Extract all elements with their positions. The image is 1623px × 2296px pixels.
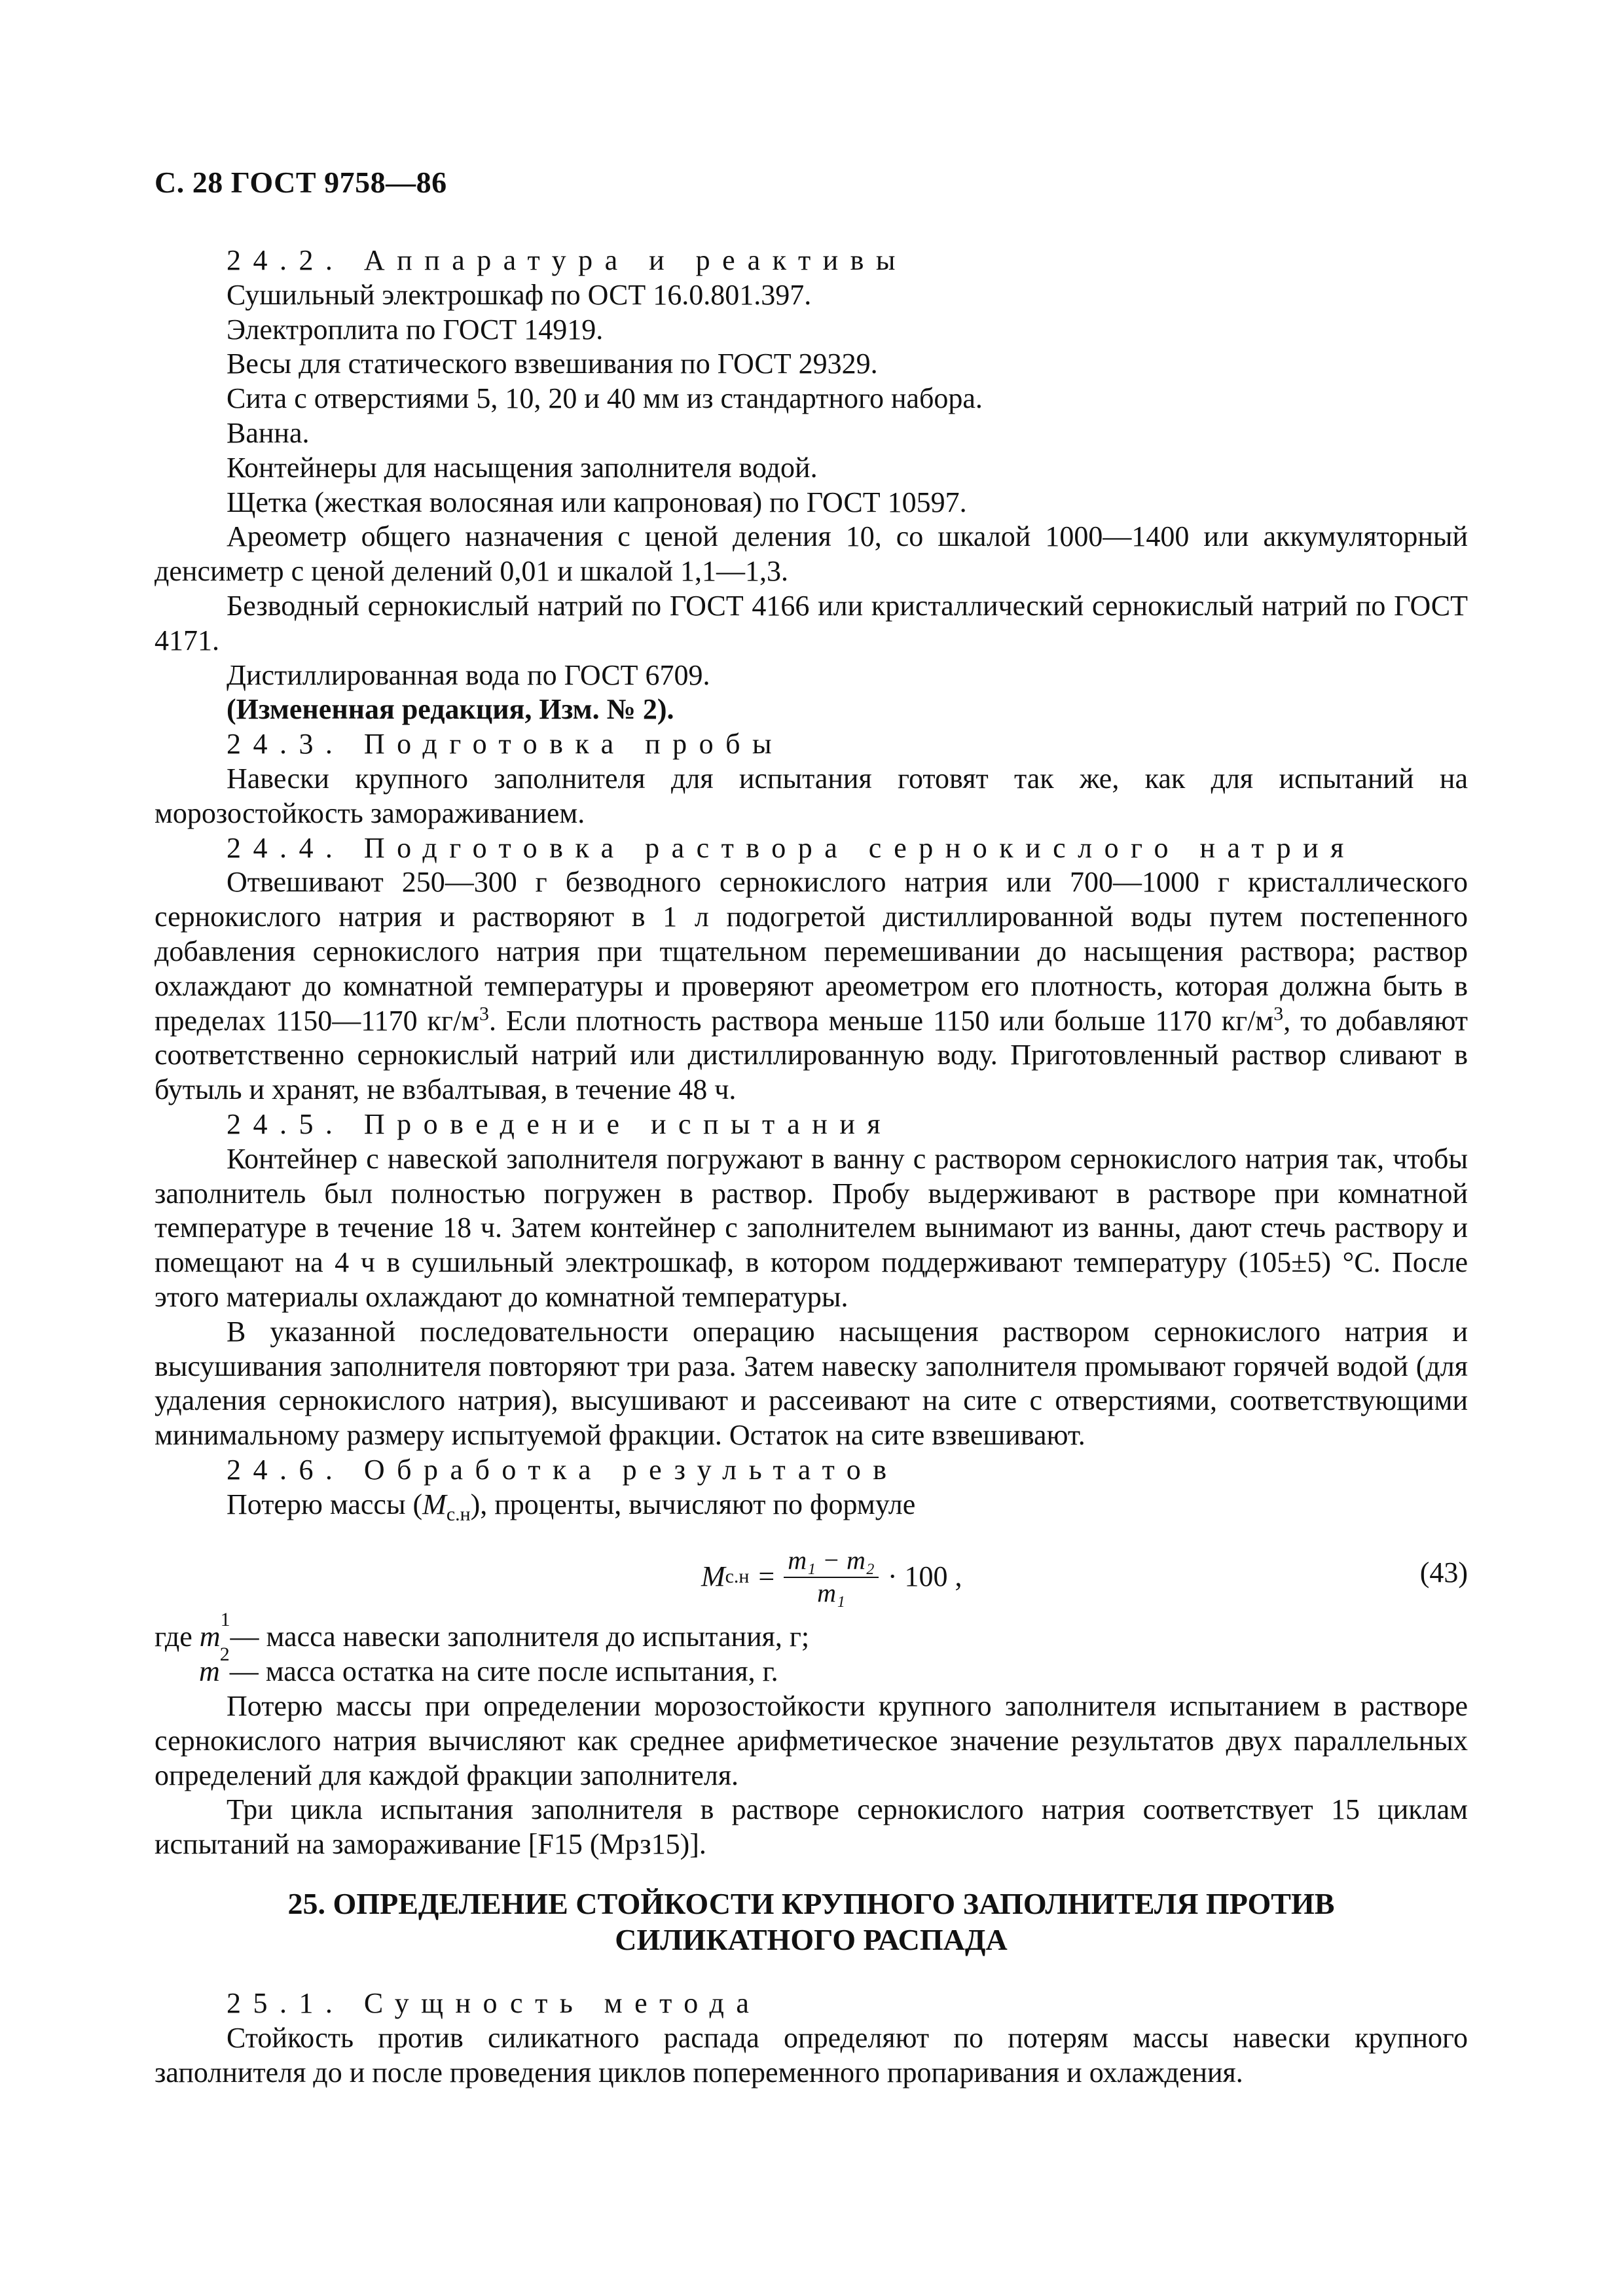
formula-legend	[155, 1609, 1468, 1689]
list-item: Сита с отверстиями 5, 10, 20 и 40 мм из стандартного набора.	[227, 382, 983, 415]
section-24-6-title: 24.6. Обработка результатов	[227, 1453, 899, 1486]
formula-numerator: m₁ − m₂	[784, 1545, 879, 1578]
equation-number: (43)	[1419, 1556, 1468, 1589]
amendment-note: (Измененная редакция, Изм. № 2).	[227, 693, 674, 726]
section-24-5-paragraph: Контейнер с навеской заполнителя погружают в ванну с раствором сернокислого натрия так, чтобы заполнитель был полностью погружен в раствор. Пробу выдерживают в растворе при комнатной температуре в течение 18 ч. Затем контейнер с заполнителем вынимают из ванны, дают стечь раствору и помещают на 4 ч в сушильный электрошкаф, в котором поддерживают температуру (105±5) °С. После этого материалы охлаждают до комнатной температуры.	[155, 1142, 1468, 1313]
list-item: Ареометр общего назначения с ценой деления 10, со шкалой 1000—1400 или аккумуляторный денсиметр с ценой делений 0,01 и шкалой 1,1—1,3.	[155, 520, 1468, 588]
list-item: Контейнеры для насыщения заполнителя водой.	[227, 451, 818, 484]
list-item: Электроплита по ГОСТ 14919.	[227, 313, 604, 346]
section-24-6-paragraph: Три цикла испытания заполнителя в растворе сернокислого натрия соответствует 15 циклам испытаний на замораживание [F15 (Мрз15)].	[155, 1793, 1468, 1861]
list-item: Сушильный электрошкаф по ОСТ 16.0.801.397.	[227, 278, 812, 311]
list-item: Дистиллированная вода по ГОСТ 6709.	[227, 658, 710, 691]
section-24-3-text: Навески крупного заполнителя для испытания готовят так же, как для испытаний на морозостойкость замораживанием.	[155, 762, 1468, 829]
formula-fraction	[784, 1545, 879, 1608]
formula-43	[155, 1522, 1468, 1620]
section-24-4-text: Отвешивают 250—300 г безводного сернокислого натрия или 700—1000 г кристаллического сернокислого натрия и растворяют в 1 л подогретой дистиллированной воды путем постепенного добавления сернокислого натрия при тщательном перемешивании до насыщения раствора; раствор охлаждают до комнатной температуры и проверяют ареометром его плотность, которая должна быть в пределах 1150—1170 $кг/м^3$. Если плотность раствора меньше 1150 или больше 1170 $кг/м^3$, то добавляют соответственно сернокислый натрий или дистиллированную воду. Приготовленный раствор сливают в бутыль и хранят, не взбалтывая, в течение 48 ч.	[155, 866, 1468, 1106]
legend-row: где m 1 — масса навески заполнителя до испытания, г;	[155, 1609, 810, 1653]
section-24-3-title: 24.3. Подготовка пробы	[227, 728, 784, 761]
formula-intro: Потерю массы $(M_{с.н})$, проценты, вычисляют по формуле	[227, 1488, 916, 1525]
list-item: Безводный сернокислый натрий по ГОСТ 4166 или кристаллический сернокислый натрий по ГОСТ 4171.	[155, 589, 1468, 656]
list-item: Ванна.	[227, 416, 310, 449]
section-24-5-paragraph: В указанной последовательности операцию насыщения раствором сернокислого натрия и высушивания заполнителя повторяют три раза. Затем навеску заполнителя промывают горячей водой (для удаления сернокислого натрия), высушивают и рассеивают на сите с отверстиями, соответствующими минимальному размеру испытуемой фракции. Остаток на сите взвешивают.	[155, 1315, 1468, 1452]
list-item: Щетка (жесткая волосяная или капроновая) по ГОСТ 10597.	[227, 486, 967, 518]
section-24-4-title: 24.4. Подготовка раствора сернокислого натрия	[227, 831, 1356, 864]
section-25-1-title: 25.1. Сущность метода	[227, 1987, 761, 2020]
section-25-title: 25. ОПРЕДЕЛЕНИЕ СТОЙКОСТИ КРУПНОГО ЗАПОЛНИТЕЛЯ ПРОТИВ СИЛИКАТНОГО РАСПАДА	[287, 1887, 1335, 1957]
page-header: С. 28 ГОСТ 9758—86	[155, 166, 447, 199]
section-24-5-title: 24.5. Проведение испытания	[227, 1107, 893, 1140]
list-item: Весы для статического взвешивания по ГОСТ 29329.	[227, 348, 878, 380]
section-24-2-title: 24.2. Аппаратура и реактивы	[227, 244, 907, 276]
formula-expression: M с.н = $\frac{\text{m₁ − m₂}}{\text{m₁}}$ · 100 ,	[701, 1545, 962, 1608]
document-body	[155, 243, 1468, 2090]
legend-row: m 2 — масса остатка на сите после испытания, г.	[199, 1643, 778, 1688]
formula-denominator: m₁	[817, 1578, 845, 1608]
section-25-1-text: Стойкость против силикатного распада определяют по потерям массы навески крупного заполнителя до и после проведения циклов попеременного пропаривания и охлаждения.	[155, 2021, 1468, 2089]
section-24-6-paragraph: Потерю массы при определении морозостойкости крупного заполнителя испытанием в растворе сернокислого натрия вычисляют как среднее арифметическое значение результатов двух параллельных определений для каждой фракции заполнителя.	[155, 1690, 1468, 1791]
